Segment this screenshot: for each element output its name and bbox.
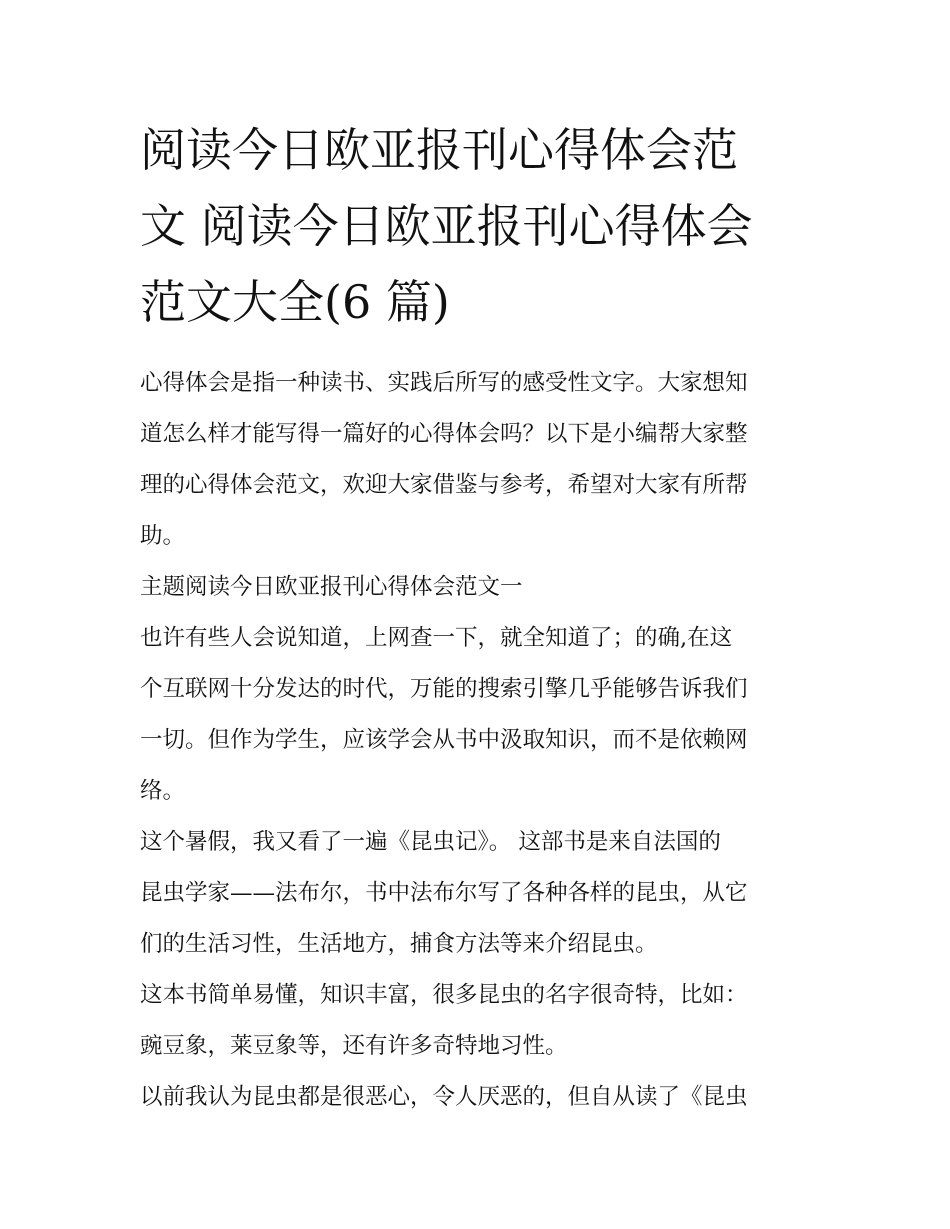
title-line-1: 阅读今日欧亚报刊心得体会范: [140, 123, 738, 177]
paragraph: [140, 970, 815, 1072]
section-heading-text: 主题阅读今日欧亚报刊心得体会范文一: [140, 574, 523, 600]
title-line-3: 范文大全(6 篇): [140, 275, 450, 329]
document-body: [140, 358, 815, 1123]
document-content: [140, 112, 815, 1123]
paragraph-line: 助。: [140, 523, 186, 549]
paragraph-line: 个互联网十分发达的时代，万能的搜索引擎几乎能够告诉我们: [140, 676, 748, 702]
paragraph: [140, 1072, 815, 1123]
paragraph-line: 这本书简单易懂，知识丰富，很多昆虫的名字很奇特，比如：: [140, 982, 748, 1008]
paragraph-line: 也许有些人会说知道，上网查一下，就全知道了；的确,在这: [140, 625, 733, 651]
paragraph-line: 络。: [140, 778, 186, 804]
paragraph-line: 理的心得体会范文，欢迎大家借鉴与参考，希望对大家有所帮: [140, 472, 748, 498]
paragraph-line: 豌豆象，莱豆象等，还有许多奇特地习性。: [140, 1033, 568, 1059]
paragraph-intro: [140, 358, 815, 562]
paragraph-line: 昆虫学家——法布尔，书中法布尔写了各种各样的昆虫，从它: [140, 880, 748, 906]
document-title: [140, 112, 815, 340]
title-line-2: 文 阅读今日欧亚报刊心得体会: [140, 199, 753, 253]
paragraph: [140, 817, 815, 970]
paragraph-line: 道怎么样才能写得一篇好的心得体会吗？以下是小编帮大家整: [140, 421, 748, 447]
paragraph-line: 们的生活习性，生活地方，捕食方法等来介绍昆虫。: [140, 931, 658, 957]
paragraph-line: 以前我认为昆虫都是很恶心，令人厌恶的，但自从读了《昆虫: [140, 1084, 748, 1110]
paragraph-line: 心得体会是指一种读书、实践后所写的感受性文字。大家想知: [140, 370, 748, 396]
paragraph-line: 一切。但作为学生，应该学会从书中汲取知识，而不是依赖网: [140, 727, 748, 753]
paragraph-line: 这个暑假，我又看了一遍《昆虫记》。 这部书是来自法国的: [140, 829, 721, 855]
section-heading: [140, 562, 815, 613]
paragraph: [140, 613, 815, 817]
